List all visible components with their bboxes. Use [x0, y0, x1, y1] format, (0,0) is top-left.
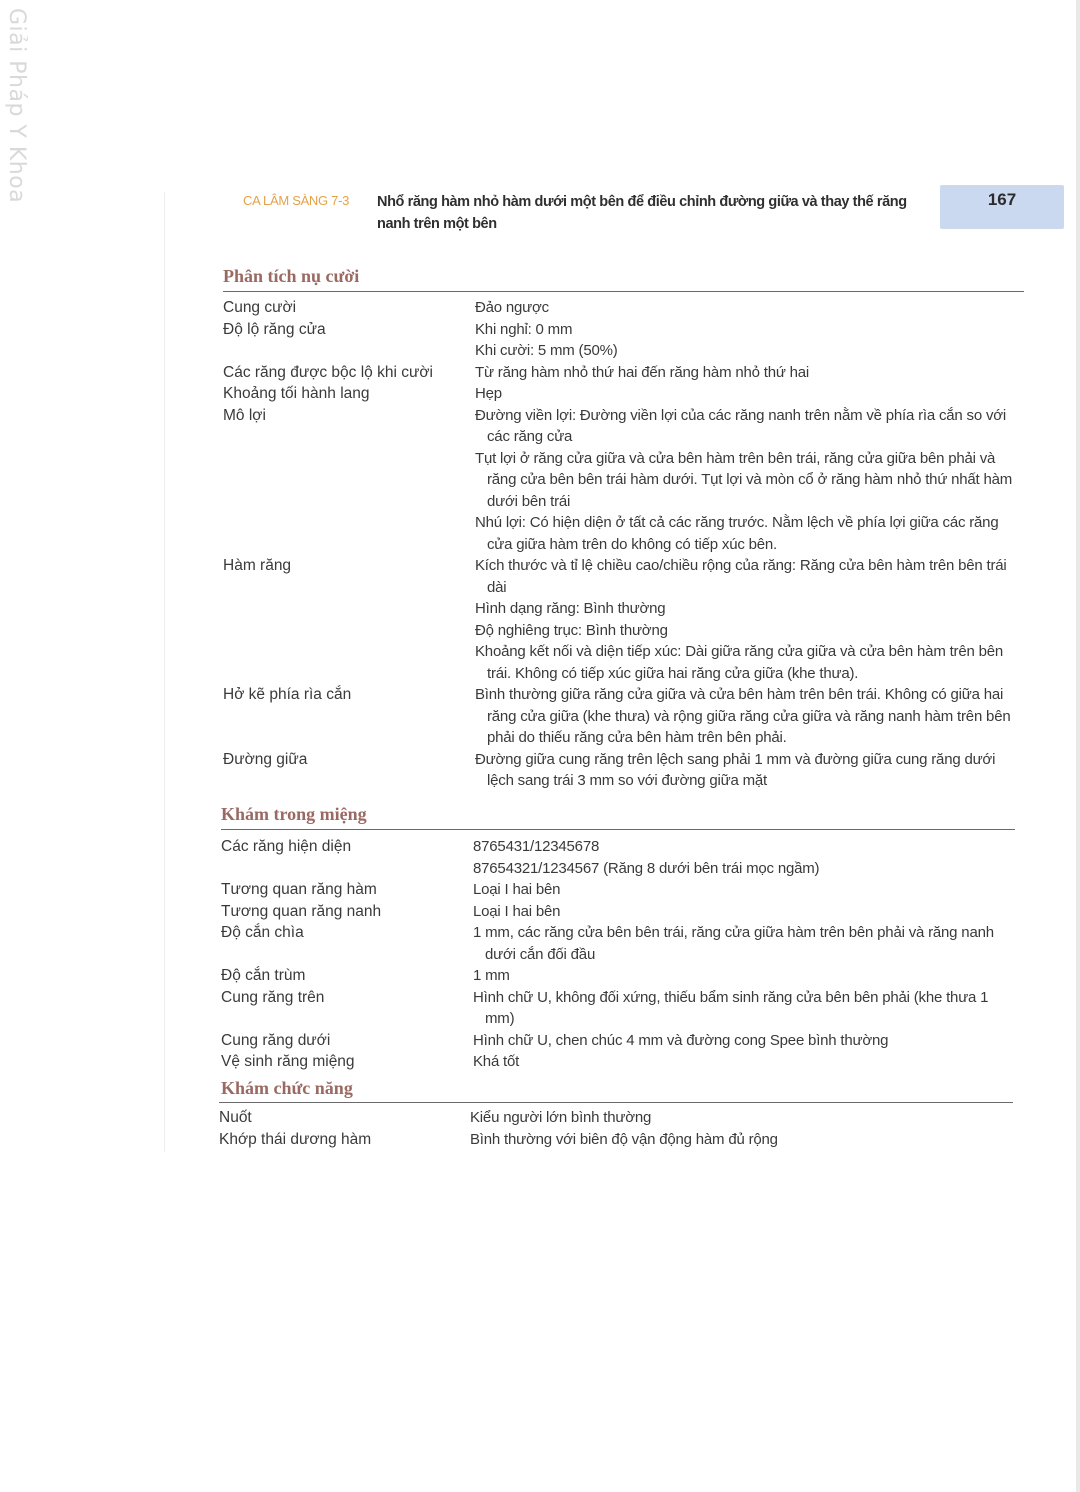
table-row: [221, 922, 1015, 965]
row-values: [470, 1107, 1013, 1129]
row-values: [473, 879, 1015, 901]
row-label: Cung răng dưới: [221, 1031, 331, 1049]
page-edge: [1076, 0, 1080, 1492]
row-label: Vệ sinh răng miệng: [221, 1053, 355, 1070]
row-values: [475, 405, 1024, 556]
row-value: Độ nghiêng trục: Bình thường: [475, 621, 668, 639]
row-label: Khớp thái dương hàm: [219, 1130, 372, 1148]
table-row: [223, 684, 1024, 749]
row-value: 8765431/12345678: [473, 838, 600, 855]
row-values: [475, 319, 1024, 362]
row-label: Độ cắn trùm: [221, 967, 306, 984]
row-value: Đường giữa cung răng trên lệch sang phải 1 mm và đường giữa cung răng dưới lệch sang trái 3 mm so với đường giữa mặt: [475, 750, 996, 789]
row-value: Loại I hai bên: [473, 881, 561, 898]
table-row: [223, 749, 1024, 792]
row-label: Cung răng trên: [221, 988, 325, 1006]
row-value: Đường viền lợi: Đường viền lợi của các răng nanh trên nằm về phía rìa cắn so với các răng cửa: [475, 406, 1007, 445]
row-values: [470, 1129, 1013, 1151]
row-value: Bình thường giữa răng cửa giữa và cửa bên hàm trên bên trái. Không có giữa hai răng cửa giữa (khe thưa) và rộng giữa răng cửa giữa và răng nanh hàm trên bên phải do thiếu răng cửa bên hàm trên bên phải.: [475, 686, 1011, 746]
page-number-badge: [940, 185, 1064, 229]
section-title-functional-exam: Khám chức năng: [221, 1078, 353, 1098]
row-label: Tương quan răng hàm: [221, 881, 377, 898]
row-value: Bình thường với biên độ vận động hàm đủ rộng: [470, 1130, 778, 1148]
row-value: Khoảng kết nối và diện tiếp xúc: Dài giữa răng cửa giữa và cửa bên hàm trên bên trái. Không có tiếp xúc giữa hai răng cửa giữa (khe thưa).: [475, 643, 1004, 682]
row-value: Kích thước và tỉ lệ chiều cao/chiều rộng của răng: Răng cửa bên hàm trên bên trái dài: [475, 557, 1007, 596]
case-label: CA LÂM SÀNG 7-3: [243, 193, 350, 208]
section-rule: [219, 1102, 1013, 1103]
row-value: Kiểu người lớn bình thường: [470, 1109, 652, 1126]
row-values: [473, 836, 1015, 879]
row-label: Các răng được bộc lộ khi cười: [223, 363, 433, 381]
functional-exam-table: [219, 1107, 1013, 1150]
row-label: Hàm răng: [223, 557, 292, 574]
row-value: 1 mm, các răng cửa bên bên trái, răng cửa giữa hàm trên bên phải và răng nanh dưới cắn đối đầu: [473, 924, 994, 963]
row-label: Khoảng tối hành lang: [223, 385, 370, 402]
row-label: Hở kẽ phía rìa cắn: [223, 686, 352, 703]
row-value: Khá tốt: [473, 1053, 520, 1070]
row-value: Hình chữ U, không đối xứng, thiếu bẩm sinh răng cửa bên bên phải (khe thưa 1 mm): [473, 988, 989, 1027]
row-values: [475, 383, 1024, 405]
row-label: Tương quan răng nanh: [221, 902, 382, 920]
page-header: [243, 189, 1063, 237]
table-row: [221, 1030, 1015, 1052]
row-values: [473, 987, 1015, 1030]
row-value: Khi nghỉ: 0 mm: [475, 320, 573, 338]
row-values: [475, 297, 1024, 319]
table-row: [219, 1107, 1013, 1129]
smile-analysis-table: [223, 297, 1024, 792]
row-label: Mô lợi: [223, 406, 266, 424]
row-value: Nhú lợi: Có hiện diện ở tất cả các răng trước. Nằm lệch về phía lợi giữa các răng cửa giữa hàm trên do không có tiếp xúc bên.: [475, 514, 999, 553]
row-value: Từ răng hàm nhỏ thứ hai đến răng hàm nhỏ thứ hai: [475, 363, 810, 381]
section-rule: [221, 829, 1015, 830]
table-row: [221, 901, 1015, 923]
table-row: [223, 297, 1024, 319]
row-values: [473, 922, 1015, 965]
row-value: Hình dạng răng: Bình thường: [475, 600, 666, 617]
table-row: [223, 362, 1024, 384]
row-values: [475, 684, 1024, 749]
page-margin-line: [164, 192, 165, 1152]
table-row: [223, 555, 1024, 684]
row-value: Hẹp: [475, 385, 502, 402]
row-values: [473, 1051, 1015, 1073]
row-label: Nuốt: [219, 1109, 252, 1126]
row-value: 87654321/1234567 (Răng 8 dưới bên trái mọc ngầm): [473, 859, 820, 877]
row-values: [475, 749, 1024, 792]
table-row: [221, 836, 1015, 879]
table-row: [223, 383, 1024, 405]
intraoral-exam-table: [221, 836, 1015, 1073]
table-row: [223, 319, 1024, 362]
row-values: [473, 901, 1015, 923]
row-value: 1 mm: [473, 967, 510, 984]
row-label: Các răng hiện diện: [221, 838, 352, 855]
row-values: [475, 362, 1024, 384]
section-title-smile-analysis: Phân tích nụ cười: [223, 266, 360, 286]
row-label: Đường giữa: [223, 750, 308, 768]
row-values: [473, 965, 1015, 987]
row-value: Loại I hai bên: [473, 902, 561, 920]
row-label: Độ lộ răng cửa: [223, 320, 326, 338]
table-row: [221, 987, 1015, 1030]
table-row: [221, 879, 1015, 901]
row-value: Khi cười: 5 mm (50%): [475, 342, 618, 359]
table-row: [223, 405, 1024, 556]
watermark-text: Giải Pháp Y Khoa: [4, 8, 29, 204]
section-title-intraoral-exam: Khám trong miệng: [221, 804, 367, 824]
case-title: Nhổ răng hàm nhỏ hàm dưới một bên để điều chỉnh đường giữa và thay thế răng nanh trên một bên: [377, 194, 907, 232]
row-values: [473, 1030, 1015, 1052]
section-rule: [223, 291, 1024, 292]
row-value: Đảo ngược: [475, 299, 549, 316]
table-row: [219, 1129, 1013, 1151]
table-row: [221, 1051, 1015, 1073]
table-row: [221, 965, 1015, 987]
page-number: 167: [987, 190, 1017, 209]
row-value: Tụt lợi ở răng cửa giữa và cửa bên hàm trên bên trái, răng cửa giữa bên phải và răng cửa bên bên trái hàm dưới. Tụt lợi và mòn cổ ở răng hàm nhỏ thứ nhất hàm dưới bên trái: [475, 449, 1013, 510]
row-value: Hình chữ U, chen chúc 4 mm và đường cong Spee bình thường: [473, 1031, 889, 1049]
row-label: Cung cười: [223, 299, 297, 316]
row-label: Độ cắn chìa: [221, 924, 304, 941]
row-values: [475, 555, 1024, 684]
